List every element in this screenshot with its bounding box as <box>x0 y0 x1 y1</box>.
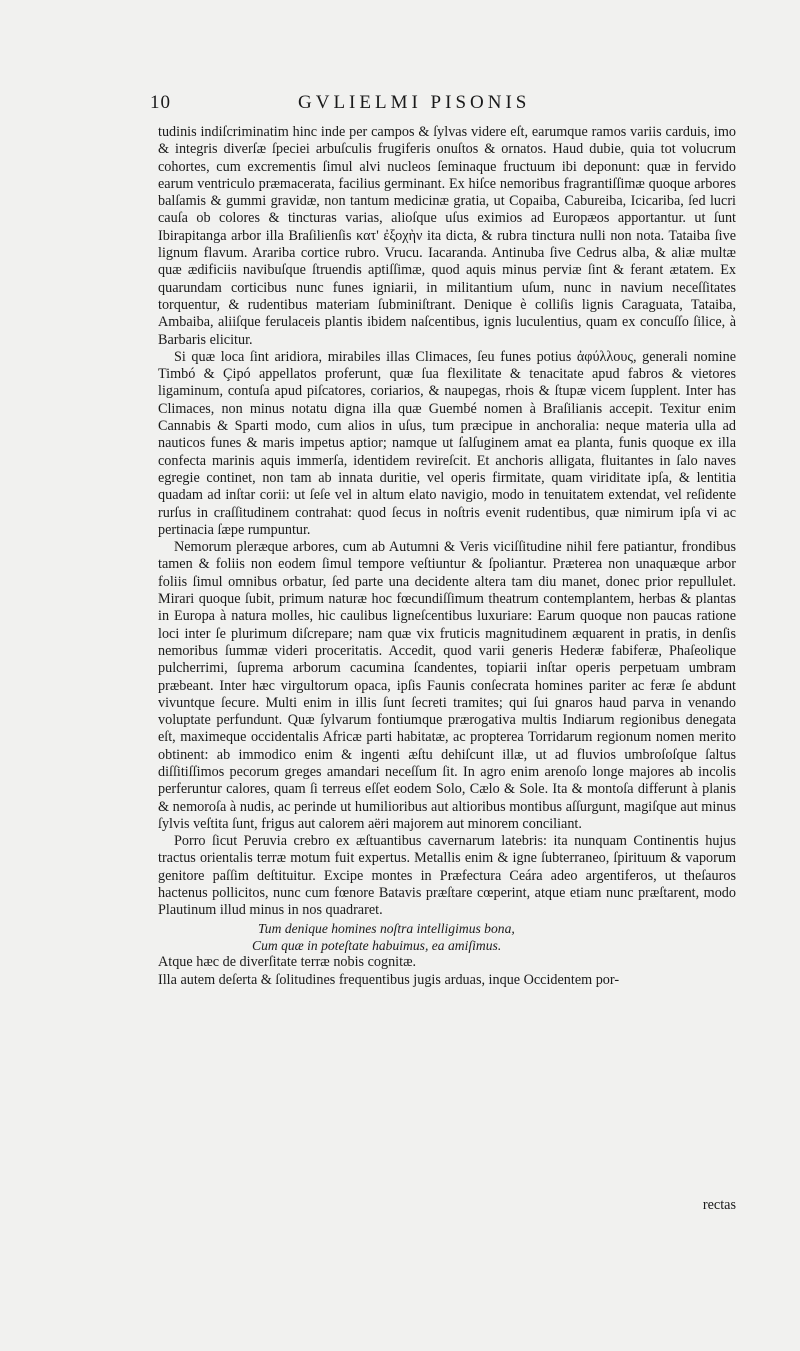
page-header <box>150 92 600 118</box>
paragraph-3: Nemorum pleræque arbores, cum ab Autumni & Veris viciſſitudine nihil fere patiantur, frondibus tamen & foliis non eodem ſimul tempore veſtiuntur & ſpoliantur. Præterea non unaquæque arbor foliis ſimul omnibus orbatur, ſed parte una decidente altera tam diu manet, donec prior repullulet. Mirari quoque ſubit, primum naturæ hoc fœcundiſſimum theatrum contemplantem, herbas & plantas in Europa à natura molles, hic caulibus ligneſcentibus luxuriare: Earum quoque non paucas ratione loci inter ſe plurimum diſcrepare; nam quæ vix fruticis magnitudinem æquarent in pratis, in denſis nemoribus ſummæ videri proceritatis. Accedit, quod varii generis Hederæ fabiferæ, Phaſeolique pulcherrimi, ſuprema arborum cacumina ſcandentes, topiarii inſtar operis perpetuam umbram præbeant. Inter hæc virgultorum opaca, ipſis Faunis conſecrata homines pariter ac feræ ſe abdunt vivuntque ſecure. Multi enim in illis ſunt ſecreti tramites; qui ſui gnaros haud parva in venando voluptate perfundunt. Quæ ſylvarum fontiumque prærogativa multis Indiarum regionibus denegata eſt, maximeque occidentalis Africæ parti habitatæ, ac propterea Torridarum regionum nomen merito obtinent: ab immodico enim & ingenti æſtu dehiſcunt illæ, ut ad fluvios umbroſoſque ſaltus diſſitiſſimos pecorum greges amandari neceſſum ſit. In agro enim arenoſo longe majores ab incolis perferuntur calores, quam ſi terreus eſſet eodem Solo, Cælo & Sole. Ita & montoſa differunt à planis & nemoroſa à nudis, ac perinde ut humilioribus aut altioribus montibus aſſurgunt, magiſque aut minus ſylvis veſtita ſunt, frigus aut calorem aëri majorem aut minorem conciliant. <box>158 539 736 832</box>
closing-line: Atque hæc de diverſitate terræ nobis cognitæ. <box>158 954 417 971</box>
paragraph-2: Si quæ loca ſint aridiora, mirabiles illas Climaces, ſeu funes potius ἀφύλλους, generali nomine Timbó & Çipó appellatos proferunt, quæ ſua flexilitate & tenacitate apud fabros & vietores ligaminum, contuſa apud piſcatores, coriarios, & naupegas, rhois & ſtupæ vicem ſupplent. Inter has Climaces, non minus notatu digna illa quæ Guembé nomen à Braſilianis accepit. Texitur enim Cannabis & Sparti modo, cum alios in uſus, tum præcipue in anchoralia: neque materia ulla ad nauticos funes & maris impetus aptior; namque ut ſalſuginem amat ea planta, funis quoque ex illa confecta marinis aquis immerſa, identidem revireſcit. Et anchoris alligata, fluitantes in ſalo naves egregie continet, non tam ab innata duritie, vel operis firmitate, quam viriditate ipſa, & lentitia quadam ad inſtar corii: ut ſeſe vel in altum elato navigio, modo in tenuitatem extendat, vel reſidente rurſus in craſſitudinem contrahat: quod ſecus in noſtris evenit rudentibus, quæ nimirum ipſa vi ac pertinacia ſæpe rumpuntur. <box>158 348 736 538</box>
body-text <box>158 124 736 989</box>
verse-line-1: Tum denique homines noſtra intelligimus bona, <box>258 920 515 936</box>
running-title: GVLIELMI PISONIS <box>298 92 531 113</box>
final-paragraph: Illa autem deſerta & ſolitudines frequentibus jugis arduas, inque Occidentem por- <box>158 971 620 988</box>
verse-line-2: Cum quæ in poteſtate habuimus, ea amiſimus. <box>252 937 502 953</box>
paragraph-4: Porro ſicut Peruvia crebro ex æſtuantibus cavernarum latebris: ita nunquam Continentis hujus tractus orientalis terræ motum fuit expertus. Metallis enim & igne ſubterraneo, ſpirituum & vaporum genitore paſſim deſtituitur. Excipe montes in Præfectura Ceára adeo argentiferos, ut theſauros hactenus pollicitos, nunc cum fœnore Batavis præſtare cœperint, atque etiam nunc præſtarent, modo Plautinum illud minus in nos quadraret. <box>158 833 736 919</box>
catchword: rectas <box>702 1197 736 1213</box>
paragraph-1: tudinis indiſcriminatim hinc inde per campos & ſylvas videre eſt, earumque ramos variis carduis, imo & integris diverſæ ſpeciei arbuſculis frugiferis onuſtos & ornatos. Haud dubie, quia tot volucrum cohortes, cum excrementis ſimul alvi nucleos ſeminaque fructuum ibi deponunt: quæ in fervido earum ventriculo præmacerata, facilius germinant. Ex hiſce nemoribus fragrantiſſimæ quoque arbores balſamis & gummi gravidæ, non tantum medicinæ gratia, ut Copaiba, Cabureiba, Icicariba, ſed lucri cauſa ob colores & tincturas varias, alioſque uſus eximios ad Europæos apportantur. ut ſunt Ibirapitanga arbor illa Braſilienſis κατ' ἐξοχὴν ita dicta, & rubra tinctura nulli non nota. Tataiba ſive lignum flavum. Arariba cortice rubro. Vrucu. Iacaranda. Antinuba ſive Cedrus alba, & aliæ multæ quæ ædificiis navibuſque ſtruendis aptiſſimæ, quod aquis minus perviæ ſint & ferant ætatem. Ex quarundam corticibus nunc funes igniarii, in militantium uſum, nunc in navium neceſſitates torquentur, & rudentibus materiam ſubminiſtrant. Denique è colliſis lignis Caraguata, Tataiba, Ambaiba, aliiſque ferulaceis plantis ibidem naſcentibus, ignis luculentius, quam ex concuſſo ſilice, à Barbaris elicitur. <box>158 124 736 348</box>
page-number: 10 <box>150 92 171 113</box>
